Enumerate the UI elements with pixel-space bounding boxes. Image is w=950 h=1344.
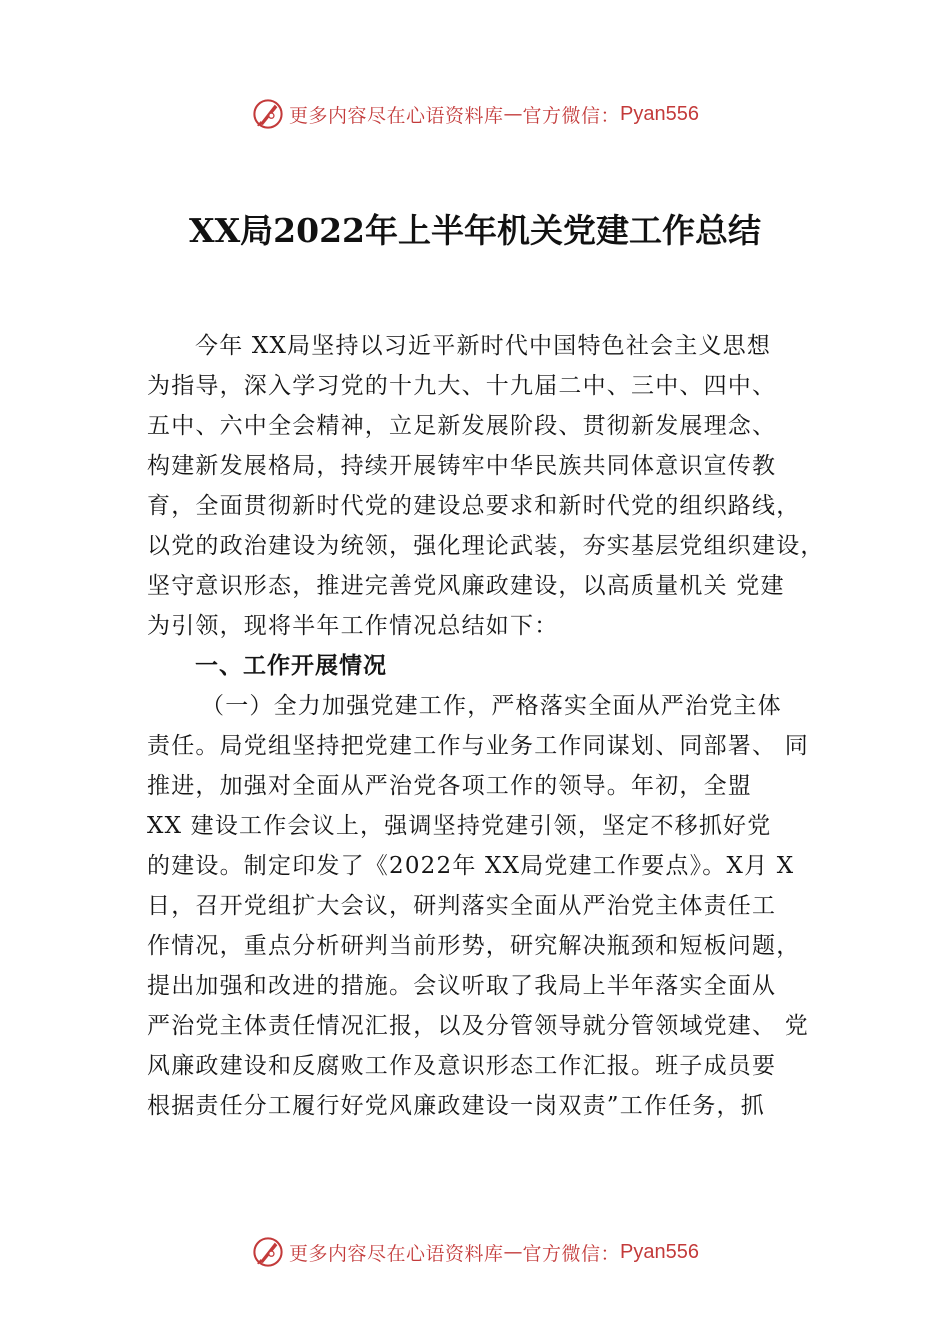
banner-separator: — <box>503 1241 523 1263</box>
body-line: 五中、六中全会精神，立足新发展阶段、贯彻新发展理念、 <box>147 413 777 439</box>
banner-text: 更多内容尽在心语资料库 <box>289 104 504 127</box>
section-heading: 一、工作开展情况 <box>195 653 387 679</box>
body-line: 的建设。制定印发了《2022年 XX局党建工作要点》。X月 X <box>147 853 795 879</box>
body-line: 严治党主体责任情况汇报，以及分管领导就分管领域党建、 党 <box>147 1013 809 1039</box>
banner-separator: — <box>503 103 523 125</box>
body-line: 育，全面贯彻新时代党的建设总要求和新时代党的组织路线， <box>147 493 801 519</box>
body-line: 推进，加强对全面从严治党各项工作的领导。年初，全盟 <box>147 773 752 799</box>
body-line: 根据责任分工履行好党风廉政建设一岗双责”工作任务，抓 <box>147 1093 765 1119</box>
body-line: 构建新发展格局，持续开展铸牢中华民族共同体意识宣传教 <box>147 453 777 479</box>
banner-text: 更多内容尽在心语资料库 <box>289 1242 504 1265</box>
body-line: 提出加强和改进的措施。会议听取了我局上半年落实全面从 <box>147 973 777 999</box>
body-line: 风廉政建设和反腐败工作及意识形态工作汇报。班子成员要 <box>147 1053 777 1079</box>
banner-label: 官方微信： <box>522 1242 621 1265</box>
body-line: 以党的政治建设为统领，强化理论武装，夯实基层党组织建设， <box>147 533 825 559</box>
body-line: 为指导，深入学习党的十九大、十九届二中、三中、四中、 <box>147 373 777 399</box>
banner-wechat-id: Pyan556 <box>620 1240 699 1263</box>
body-line: 作情况，重点分析研判当前形势，研究解决瓶颈和短板问题， <box>147 933 801 959</box>
document-title: XX局2022年上半年机关党建工作总结 <box>188 211 762 250</box>
quill-logo-icon <box>251 1235 285 1269</box>
body-line: 责任。局党组坚持把党建工作与业务工作同谋划、同部署、 同 <box>147 733 809 759</box>
subsection-line: （一）全力加强党建工作，严格落实全面从严治党主体 <box>201 693 782 719</box>
header-banner <box>0 94 950 134</box>
banner-wechat-id: Pyan556 <box>620 102 699 125</box>
body-line: 日，召开党组扩大会议，研判落实全面从严治党主体责任工 <box>147 893 777 919</box>
body-line: 坚守意识形态，推进完善党风廉政建设，以高质量机关 党建 <box>147 573 785 599</box>
body-line: XX 建设工作会议上，强调坚持党建引领，坚定不移抓好党 <box>147 813 772 839</box>
footer-banner <box>0 1232 950 1272</box>
quill-logo-icon <box>251 97 285 131</box>
body-line: 为引领，现将半年工作情况总结如下： <box>147 613 559 639</box>
body-line: 今年 XX局坚持以习近平新时代中国特色社会主义思想 <box>195 333 772 359</box>
document-body <box>147 326 847 1126</box>
banner-label: 官方微信： <box>522 104 621 127</box>
